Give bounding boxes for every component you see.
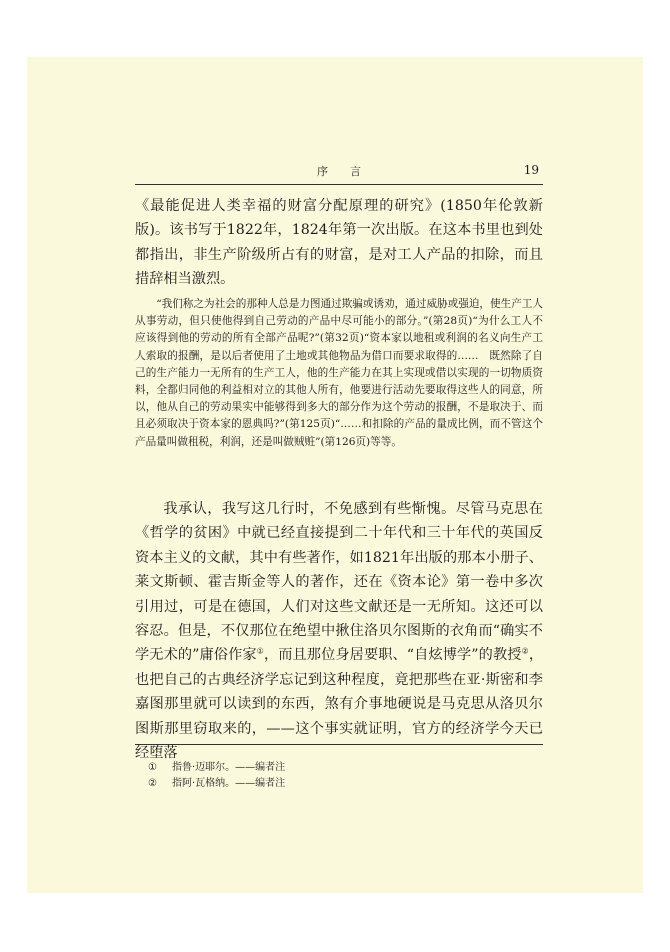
footnote-ref-1[interactable]: ①	[256, 646, 264, 656]
running-header	[135, 163, 543, 181]
block-quote-text: “我们称之为社会的那种人总是力图通过欺骗或诱劝，通过威胁或强迫，使生产工人从事劳动，但只使他得到自己劳动的产品中尽可能小的部分。”(第28页)“为什么工人不应该得到他的劳动的所有全部产品呢?”(第32页)“资本家以地租或利润的名义向生产工人索取的报酬，是以后者使用了土地或其他物品为借口而要求取得的…… 既然除了自己的生产能力一无所有的生产工人，他的生产能力在其上实现或借以实现的一切物质资料，全都归同他的利益相对立的其他人所有，他要进行活动先要取得这些人的同意，所以，他从自己的劳动果实中能够得到多大的部分作为这个劳动的报酬，不是取决于、而且必须取决于资本家的恩典吗?”(第125页)“……和扣除的产品的量成比例，而不管这个产品量叫做租税，利润，还是叫做贼赃”(第126页)等等。	[135, 298, 543, 448]
paragraph-1	[135, 194, 543, 292]
footnote-1	[148, 760, 285, 776]
footnote-1-mark: ①	[148, 762, 157, 773]
paragraph-2-part-1: 我承认，我写这几行时，不免感到有些惭愧。尽管马克思在《哲学的贫困》中就已经直接提到二十年代和三十年代的英国反资本主义的文献，其中有些著作，如1821年出版的那本小册子、莱文斯顿、霍吉斯金等人的著作，还在《资本论》第一卷中多次引用过，可是在德国，人们对这些文献还是一无所知。这还可以容忍。但是，不仅那位在绝望中揪住洛贝尔图斯的衣角而“确实不学无术的”庸俗作家	[135, 501, 543, 664]
footnote-2	[148, 776, 285, 792]
footnote-2-text: 指阿·瓦格纳。——编者注	[172, 778, 286, 789]
footnotes	[148, 760, 285, 792]
header-rule	[135, 184, 543, 185]
footnote-1-text: 指鲁·迈耶尔。——编者注	[172, 762, 286, 773]
paragraph-2-text	[135, 497, 543, 765]
footnote-ref-2[interactable]: ②	[521, 646, 529, 656]
footnote-rule	[135, 744, 543, 745]
paragraph-2	[135, 497, 543, 765]
paragraph-1-text: 《最能促进人类幸福的财富分配原理的研究》(1850年伦敦新版)。该书写于1822年，1824年第一次出版。在这本书里也到处都指出，非生产阶级所占有的财富，是对工人产品的扣除，而且措辞相当激烈。	[135, 198, 543, 288]
paragraph-2-part-2: ，而且那位身居要职、“自炫博学”的教授	[263, 647, 522, 664]
block-quote	[135, 296, 543, 451]
paragraph-2-part-3: ，也把自己的古典经济学忘记到这种程度，竟把那些在亚·斯密和李嘉图那里就可以读到的东西，煞有介事地硬说是马克思从洛贝尔图斯那里窃取来的，——这个事实就证明，官方的经济学今天已经堕落	[135, 647, 544, 762]
footnote-2-mark: ②	[148, 778, 157, 789]
page-sheet	[27, 57, 643, 893]
header-title: 序言	[317, 165, 383, 178]
page-number: 19	[523, 163, 539, 177]
